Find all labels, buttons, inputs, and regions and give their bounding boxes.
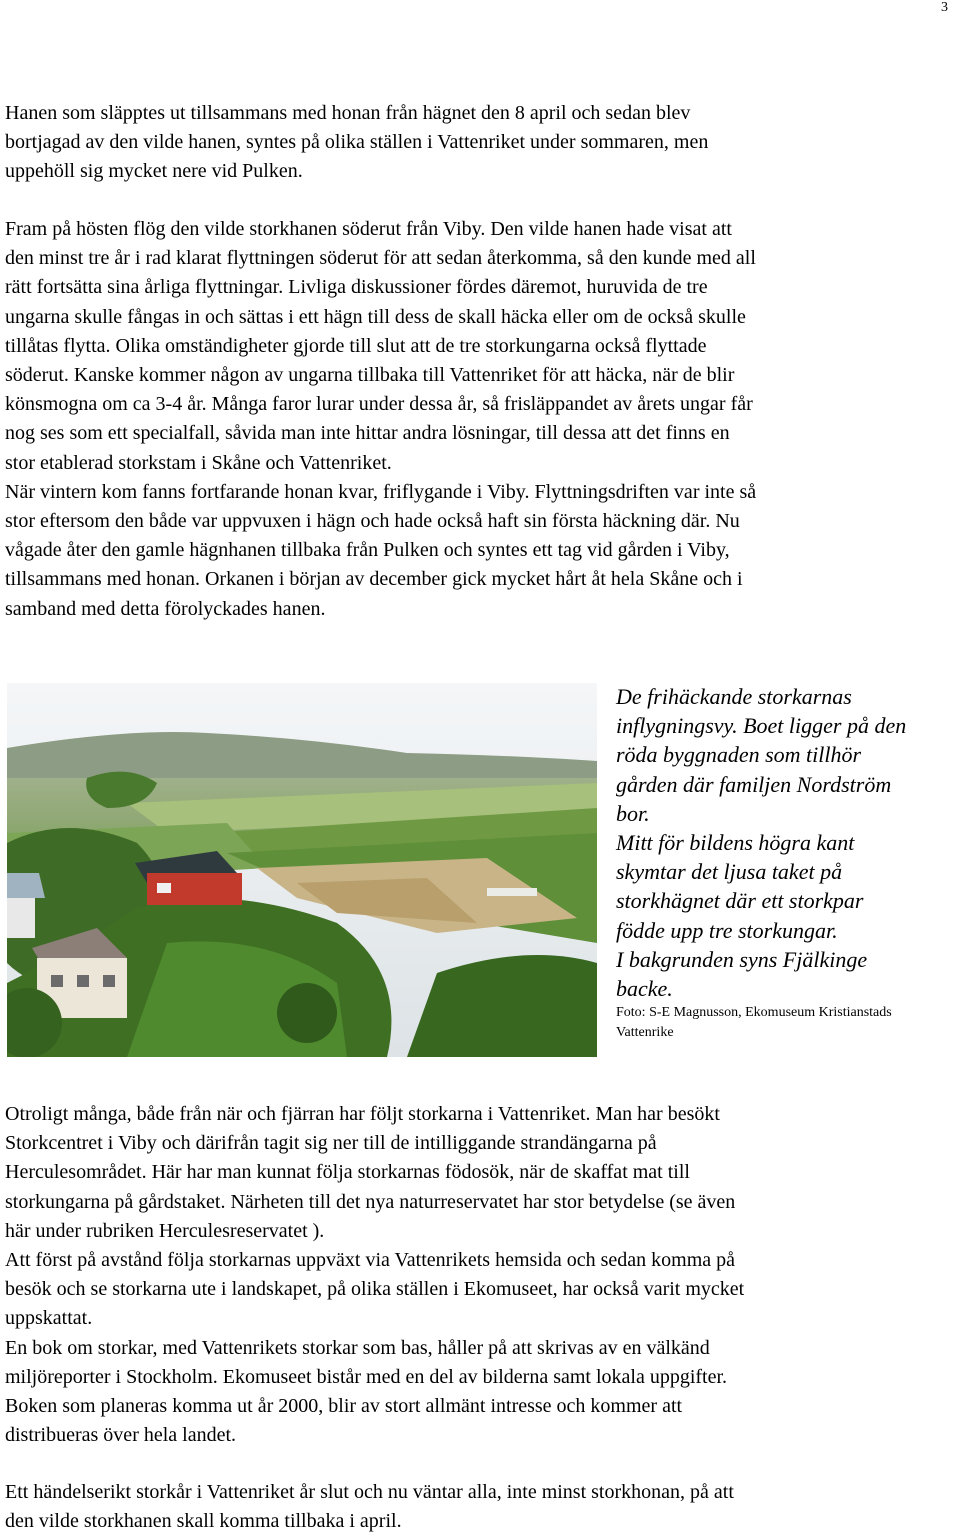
text-line: När vintern kom fanns fortfarande honan kvar, friflygande i Viby. Flyttningsdriften var inte så [5, 480, 757, 503]
text-line: samband med detta förolyckades hanen. [5, 597, 326, 620]
text-line: bortjagad av den vilde hanen, syntes på olika ställen i Vattenriket under sommaren, men [5, 131, 709, 154]
page-number: 3 [941, 0, 948, 15]
text-line: Otroligt många, både från när och fjärran har följt storkarna i Vattenriket. Man har besökt [5, 1103, 720, 1125]
caption-line: födde upp tre storkungar. [616, 917, 838, 943]
text-line: En bok om storkar, med Vattenrikets storkar som bas, håller på att skrivas av en välkänd [5, 1336, 710, 1359]
text-line: uppehöll sig mycket nere vid Pulken. [5, 160, 303, 183]
text-line: besök och se storkarna ute i landskapet, på olika ställen i Ekomuseet, har också varit mycket [5, 1278, 745, 1301]
text-line: Herculesområdet. Här har man kunnat följa storkarnas födosök, när de skaffat mat till [5, 1161, 690, 1184]
text-line: Fram på hösten flög den vilde storkhanen söderut från Viby. Den vilde hanen hade visat att [5, 218, 732, 240]
text-line: rätt fortsätta sina årliga flyttningar. Livliga diskussioner fördes däremot, huruvida de tre [5, 276, 708, 299]
text-line: storkungarna på gårdstaket. Närheten till det nya naturreservatet har stor betydelse (se även [5, 1190, 736, 1213]
text-line: Ett händelserikt storkår i Vattenriket år slut och nu väntar alla, inte minst storkhonan, på att [5, 1481, 734, 1503]
caption-line: Mitt för bildens högra kant [616, 830, 855, 856]
landscape-photo [7, 683, 597, 1057]
text-line: stor eftersom den både var uppvuxen i hägn och hade också haft sin första häckning där. Nu [5, 510, 740, 533]
text-line: uppskattat. [5, 1307, 93, 1330]
paragraph-hosten [5, 215, 905, 624]
text-line: stor etablerad storkstam i Skåne och Vattenriket. [5, 451, 392, 474]
caption-line: storkhägnet där ett storkpar [616, 888, 864, 914]
text-line: ungarna skulle fångas in och sättas i ett hägn till dess de skall häcka eller om de också skulle [5, 305, 746, 328]
photo-caption [616, 682, 960, 1043]
text-line: miljöreporter i Stockholm. Ekomuseet bistår med en del av bilderna samt lokala uppgifter. [5, 1365, 728, 1388]
caption-line: I bakgrunden syns Fjälkinge [616, 946, 868, 972]
text-line: tillsammans med honan. Orkanen i början av december gick mycket hårt åt hela Skåne och i [5, 568, 743, 591]
text-line: Hanen som släpptes ut tillsammans med honan från hägnet den 8 april och sedan blev [5, 102, 691, 124]
caption-line: backe. [616, 976, 673, 1002]
text-line: distribueras över hela landet. [5, 1424, 237, 1447]
caption-line: De frihäckande storkarnas [616, 684, 852, 709]
text-line: den minst tre år i rad klarat flyttningen söderut för att sedan återkomma, så den kunde med all [5, 247, 756, 270]
caption-line: inflygningsvy. Boet ligger på den [616, 713, 907, 739]
text-line: nog ses som ett specialfall, såvida man inte hittar andra lösningar, till dessa att det finns en [5, 422, 730, 445]
text-line: Att först på avstånd följa storkarnas uppväxt via Vattenrikets hemsida och sedan komma på [5, 1249, 735, 1272]
text-line: här under rubriken Herculesreservatet ). [5, 1219, 325, 1242]
text-line: söderut. Kanske kommer någon av ungarna tillbaka till Vattenriket för att häcka, när de blir [5, 364, 735, 387]
photo-credit: Vattenrike [616, 1025, 674, 1041]
text-line: vågade åter den gamle hägnhanen tillbaka från Pulken och syntes ett tag vid gården i Viby, [5, 539, 730, 562]
caption-line: skymtar det ljusa taket på [616, 859, 843, 885]
text-line: den vilde storkhanen skall komma tillbaka i april. [5, 1510, 402, 1533]
caption-line: bor. [616, 800, 650, 826]
caption-line: gården där familjen Nordström [616, 771, 892, 797]
photo-credit: Foto: S-E Magnusson, Ekomuseum Kristianstads [616, 1005, 892, 1021]
text-line: tillåtas flytta. Olika omständigheter gjorde till slut att de tre storkungarna också flyttade [5, 334, 707, 357]
paragraph-avslutning [5, 1478, 905, 1536]
text-line: könsmogna om ca 3-4 år. Många faror lurar under dessa år, så frisläppandet av årets ungar får [5, 393, 753, 416]
text-line: Storkcentret i Viby och därifrån tagit sig ner till de intilliggande strandängarna på [5, 1132, 657, 1155]
paragraph-hanen [5, 99, 865, 187]
text-line: Boken som planeras komma ut år 2000, blir av stort allmänt intresse och kommer att [5, 1395, 683, 1418]
caption-line: röda byggnaden som tillhör [616, 742, 862, 768]
paragraph-besokare [5, 1100, 905, 1450]
